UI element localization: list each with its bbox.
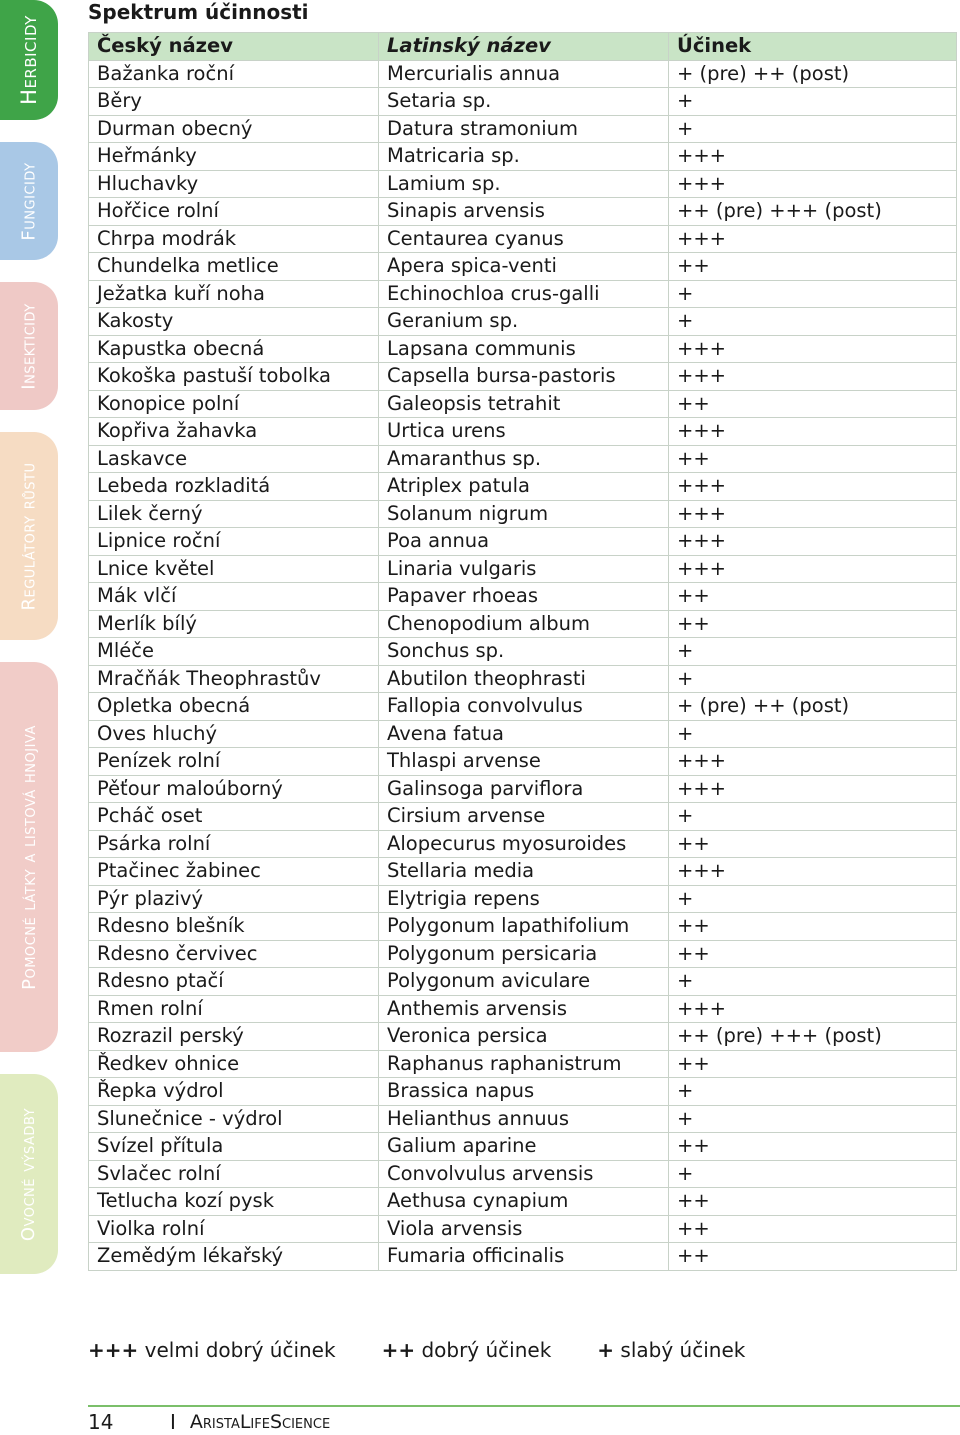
table-row bbox=[89, 60, 957, 88]
cell-effect: +++ bbox=[669, 473, 957, 501]
table-row bbox=[89, 1050, 957, 1078]
cell-effect: + bbox=[669, 88, 957, 116]
table-row bbox=[89, 748, 957, 776]
cell-effect: ++ bbox=[669, 390, 957, 418]
cell-latin-name: Capsella bursa-pastoris bbox=[379, 363, 669, 391]
table-row bbox=[89, 638, 957, 666]
cell-czech-name: Kapustka obecná bbox=[89, 335, 379, 363]
cell-latin-name: Polygonum lapathifolium bbox=[379, 913, 669, 941]
cell-effect: +++ bbox=[669, 528, 957, 556]
cell-czech-name: Merlík bílý bbox=[89, 610, 379, 638]
cell-latin-name: Geranium sp. bbox=[379, 308, 669, 336]
cell-czech-name: Durman obecný bbox=[89, 115, 379, 143]
cell-effect: ++ bbox=[669, 913, 957, 941]
cell-latin-name: Aethusa cynapium bbox=[379, 1188, 669, 1216]
table-row bbox=[89, 198, 957, 226]
table-row bbox=[89, 610, 957, 638]
table-row bbox=[89, 280, 957, 308]
table-row bbox=[89, 830, 957, 858]
cell-effect: + bbox=[669, 885, 957, 913]
cell-latin-name: Setaria sp. bbox=[379, 88, 669, 116]
cell-czech-name: Svízel přítula bbox=[89, 1133, 379, 1161]
cell-effect: + (pre) ++ (post) bbox=[669, 693, 957, 721]
table-row bbox=[89, 720, 957, 748]
table-row bbox=[89, 940, 957, 968]
page-number: 14 bbox=[88, 1410, 114, 1434]
table-row bbox=[89, 1188, 957, 1216]
spectrum-table bbox=[88, 32, 957, 1271]
cell-effect: + bbox=[669, 720, 957, 748]
cell-effect: ++ bbox=[669, 1133, 957, 1161]
cell-latin-name: Fallopia convolvulus bbox=[379, 693, 669, 721]
table-row bbox=[89, 555, 957, 583]
cell-czech-name: Pcháč oset bbox=[89, 803, 379, 831]
cell-latin-name: Sonchus sp. bbox=[379, 638, 669, 666]
cell-latin-name: Solanum nigrum bbox=[379, 500, 669, 528]
cell-latin-name: Convolvulus arvensis bbox=[379, 1160, 669, 1188]
table-row bbox=[89, 88, 957, 116]
cell-czech-name: Hořčice rolní bbox=[89, 198, 379, 226]
table-row bbox=[89, 968, 957, 996]
cell-latin-name: Polygonum aviculare bbox=[379, 968, 669, 996]
cell-latin-name: Papaver rhoeas bbox=[379, 583, 669, 611]
cell-czech-name: Rmen rolní bbox=[89, 995, 379, 1023]
table-row bbox=[89, 418, 957, 446]
cell-latin-name: Avena fatua bbox=[379, 720, 669, 748]
cell-latin-name: Polygonum persicaria bbox=[379, 940, 669, 968]
cell-czech-name: Violka rolní bbox=[89, 1215, 379, 1243]
cell-effect: + bbox=[669, 803, 957, 831]
cell-czech-name: Opletka obecná bbox=[89, 693, 379, 721]
table-row bbox=[89, 335, 957, 363]
cell-latin-name: Urtica urens bbox=[379, 418, 669, 446]
table-row bbox=[89, 1215, 957, 1243]
cell-effect: ++ (pre) +++ (post) bbox=[669, 198, 957, 226]
legend-text: slabý účinek bbox=[620, 1338, 746, 1362]
cell-effect: + bbox=[669, 115, 957, 143]
cell-latin-name: Cirsium arvense bbox=[379, 803, 669, 831]
cell-czech-name: Rozrazil perský bbox=[89, 1023, 379, 1051]
legend-item bbox=[597, 1338, 745, 1362]
cell-effect: + bbox=[669, 1160, 957, 1188]
cell-czech-name: Ředkev ohnice bbox=[89, 1050, 379, 1078]
legend-item bbox=[382, 1338, 552, 1362]
cell-effect: + bbox=[669, 968, 957, 996]
cell-latin-name: Fumaria officinalis bbox=[379, 1243, 669, 1271]
table-body bbox=[89, 60, 957, 1270]
footer-divider bbox=[88, 1405, 960, 1407]
cell-latin-name: Amaranthus sp. bbox=[379, 445, 669, 473]
cell-czech-name: Mák vlčí bbox=[89, 583, 379, 611]
side-tabs bbox=[0, 0, 60, 1300]
cell-czech-name: Mléče bbox=[89, 638, 379, 666]
cell-czech-name: Pýr plazivý bbox=[89, 885, 379, 913]
cell-effect: ++ (pre) +++ (post) bbox=[669, 1023, 957, 1051]
cell-czech-name: Heřmánky bbox=[89, 143, 379, 171]
cell-czech-name: Ježatka kuří noha bbox=[89, 280, 379, 308]
cell-czech-name: Pěťour maloúborný bbox=[89, 775, 379, 803]
cell-effect: ++ bbox=[669, 583, 957, 611]
table-row bbox=[89, 473, 957, 501]
cell-latin-name: Sinapis arvensis bbox=[379, 198, 669, 226]
cell-latin-name: Elytrigia repens bbox=[379, 885, 669, 913]
cell-czech-name: Rdesno ptačí bbox=[89, 968, 379, 996]
cell-latin-name: Mercurialis annua bbox=[379, 60, 669, 88]
table-row bbox=[89, 253, 957, 281]
cell-latin-name: Thlaspi arvense bbox=[379, 748, 669, 776]
footer-separator: I bbox=[170, 1410, 176, 1434]
cell-czech-name: Lnice květel bbox=[89, 555, 379, 583]
cell-effect: + bbox=[669, 665, 957, 693]
tab-label: Regulátory růstu bbox=[18, 461, 40, 611]
table-row bbox=[89, 143, 957, 171]
legend-text: velmi dobrý účinek bbox=[144, 1338, 336, 1362]
cell-czech-name: Chundelka metlice bbox=[89, 253, 379, 281]
table-row bbox=[89, 390, 957, 418]
table-row bbox=[89, 1243, 957, 1271]
cell-latin-name: Anthemis arvensis bbox=[379, 995, 669, 1023]
legend-item bbox=[88, 1338, 336, 1362]
cell-effect: +++ bbox=[669, 363, 957, 391]
cell-effect: +++ bbox=[669, 775, 957, 803]
cell-czech-name: Slunečnice - výdrol bbox=[89, 1105, 379, 1133]
section-title: Spektrum účinnosti bbox=[88, 0, 309, 24]
cell-latin-name: Stellaria media bbox=[379, 858, 669, 886]
cell-effect: + bbox=[669, 638, 957, 666]
cell-czech-name: Hluchavky bbox=[89, 170, 379, 198]
cell-czech-name: Rdesno blešník bbox=[89, 913, 379, 941]
cell-latin-name: Matricaria sp. bbox=[379, 143, 669, 171]
cell-effect: + bbox=[669, 1105, 957, 1133]
tab-pomocne-latky[interactable] bbox=[0, 662, 58, 1052]
cell-effect: + bbox=[669, 308, 957, 336]
cell-effect: +++ bbox=[669, 748, 957, 776]
cell-latin-name: Viola arvensis bbox=[379, 1215, 669, 1243]
cell-effect: + (pre) ++ (post) bbox=[669, 60, 957, 88]
table-row bbox=[89, 693, 957, 721]
cell-effect: ++ bbox=[669, 1215, 957, 1243]
tab-ovocne-vysadby[interactable] bbox=[0, 1074, 58, 1274]
cell-czech-name: Rdesno červivec bbox=[89, 940, 379, 968]
cell-effect: ++ bbox=[669, 610, 957, 638]
cell-effect: +++ bbox=[669, 225, 957, 253]
cell-effect: ++ bbox=[669, 1188, 957, 1216]
cell-latin-name: Veronica persica bbox=[379, 1023, 669, 1051]
table-row bbox=[89, 500, 957, 528]
table-row bbox=[89, 885, 957, 913]
cell-czech-name: Lebeda rozkladitá bbox=[89, 473, 379, 501]
cell-effect: ++ bbox=[669, 1050, 957, 1078]
cell-latin-name: Brassica napus bbox=[379, 1078, 669, 1106]
table-row bbox=[89, 1105, 957, 1133]
cell-effect: +++ bbox=[669, 170, 957, 198]
cell-latin-name: Raphanus raphanistrum bbox=[379, 1050, 669, 1078]
cell-czech-name: Zemědým lékařský bbox=[89, 1243, 379, 1271]
cell-czech-name: Kakosty bbox=[89, 308, 379, 336]
cell-czech-name: Svlačec rolní bbox=[89, 1160, 379, 1188]
table-row bbox=[89, 775, 957, 803]
header-latin-name: Latinský název bbox=[379, 33, 669, 61]
tab-label: Fungicidy bbox=[18, 161, 40, 241]
table-row bbox=[89, 665, 957, 693]
cell-latin-name: Lapsana communis bbox=[379, 335, 669, 363]
tab-label: Herbicidy bbox=[17, 15, 42, 105]
cell-czech-name: Oves hluchý bbox=[89, 720, 379, 748]
table-row bbox=[89, 1160, 957, 1188]
tab-label: Insekticidy bbox=[18, 302, 40, 390]
cell-latin-name: Galium aparine bbox=[379, 1133, 669, 1161]
cell-effect: ++ bbox=[669, 1243, 957, 1271]
cell-czech-name: Ptačinec žabinec bbox=[89, 858, 379, 886]
cell-effect: +++ bbox=[669, 335, 957, 363]
cell-effect: + bbox=[669, 280, 957, 308]
brand-name: AristaLifeScience bbox=[189, 1411, 331, 1433]
cell-czech-name: Laskavce bbox=[89, 445, 379, 473]
footer bbox=[88, 1410, 330, 1434]
cell-effect: + bbox=[669, 1078, 957, 1106]
cell-latin-name: Echinochloa crus-galli bbox=[379, 280, 669, 308]
table-row bbox=[89, 995, 957, 1023]
legend-symbol: ++ bbox=[381, 1338, 416, 1362]
cell-latin-name: Datura stramonium bbox=[379, 115, 669, 143]
table-row bbox=[89, 858, 957, 886]
table-row bbox=[89, 1078, 957, 1106]
cell-czech-name: Kopřiva žahavka bbox=[89, 418, 379, 446]
table-row bbox=[89, 363, 957, 391]
cell-czech-name: Lilek černý bbox=[89, 500, 379, 528]
cell-czech-name: Mračňák Theophrastův bbox=[89, 665, 379, 693]
cell-effect: +++ bbox=[669, 995, 957, 1023]
cell-effect: +++ bbox=[669, 555, 957, 583]
cell-latin-name: Abutilon theophrasti bbox=[379, 665, 669, 693]
cell-effect: ++ bbox=[669, 253, 957, 281]
table-row bbox=[89, 913, 957, 941]
legend-symbol: + bbox=[597, 1338, 615, 1362]
cell-czech-name: Lipnice roční bbox=[89, 528, 379, 556]
cell-czech-name: Běry bbox=[89, 88, 379, 116]
cell-latin-name: Poa annua bbox=[379, 528, 669, 556]
tab-label: Ovocné výsadby bbox=[18, 1107, 40, 1241]
table-row bbox=[89, 445, 957, 473]
tab-fungicidy[interactable] bbox=[0, 142, 58, 260]
cell-latin-name: Galinsoga parviflora bbox=[379, 775, 669, 803]
table-row bbox=[89, 1133, 957, 1161]
header-czech-name: Český název bbox=[89, 33, 379, 61]
cell-effect: +++ bbox=[669, 143, 957, 171]
legend-text: dobrý účinek bbox=[421, 1338, 552, 1362]
legend-symbol: +++ bbox=[88, 1338, 139, 1362]
cell-effect: ++ bbox=[669, 940, 957, 968]
cell-czech-name: Penízek rolní bbox=[89, 748, 379, 776]
cell-czech-name: Tetlucha kozí pysk bbox=[89, 1188, 379, 1216]
tab-regulatory-rustu[interactable] bbox=[0, 432, 58, 640]
table-row bbox=[89, 583, 957, 611]
cell-effect: +++ bbox=[669, 418, 957, 446]
cell-latin-name: Atriplex patula bbox=[379, 473, 669, 501]
tab-herbicidy[interactable] bbox=[0, 0, 58, 120]
cell-latin-name: Lamium sp. bbox=[379, 170, 669, 198]
cell-czech-name: Řepka výdrol bbox=[89, 1078, 379, 1106]
table-row bbox=[89, 170, 957, 198]
cell-effect: +++ bbox=[669, 858, 957, 886]
table-header-row bbox=[89, 33, 957, 61]
cell-latin-name: Linaria vulgaris bbox=[379, 555, 669, 583]
cell-latin-name: Helianthus annuus bbox=[379, 1105, 669, 1133]
legend bbox=[88, 1338, 791, 1362]
cell-latin-name: Centaurea cyanus bbox=[379, 225, 669, 253]
tab-insekticidy[interactable] bbox=[0, 282, 58, 410]
cell-czech-name: Bažanka roční bbox=[89, 60, 379, 88]
tab-label: Pomocné látky a listová hnojiva bbox=[18, 724, 40, 990]
cell-latin-name: Apera spica-venti bbox=[379, 253, 669, 281]
cell-latin-name: Galeopsis tetrahit bbox=[379, 390, 669, 418]
header-effect: Účinek bbox=[669, 33, 957, 61]
table-row bbox=[89, 225, 957, 253]
cell-czech-name: Chrpa modrák bbox=[89, 225, 379, 253]
table-row bbox=[89, 1023, 957, 1051]
cell-effect: ++ bbox=[669, 830, 957, 858]
cell-effect: +++ bbox=[669, 500, 957, 528]
cell-czech-name: Psárka rolní bbox=[89, 830, 379, 858]
cell-czech-name: Konopice polní bbox=[89, 390, 379, 418]
table-row bbox=[89, 803, 957, 831]
cell-latin-name: Alopecurus myosuroides bbox=[379, 830, 669, 858]
cell-czech-name: Kokoška pastuší tobolka bbox=[89, 363, 379, 391]
cell-latin-name: Chenopodium album bbox=[379, 610, 669, 638]
table-row bbox=[89, 115, 957, 143]
table-row bbox=[89, 308, 957, 336]
table-row bbox=[89, 528, 957, 556]
cell-effect: ++ bbox=[669, 445, 957, 473]
